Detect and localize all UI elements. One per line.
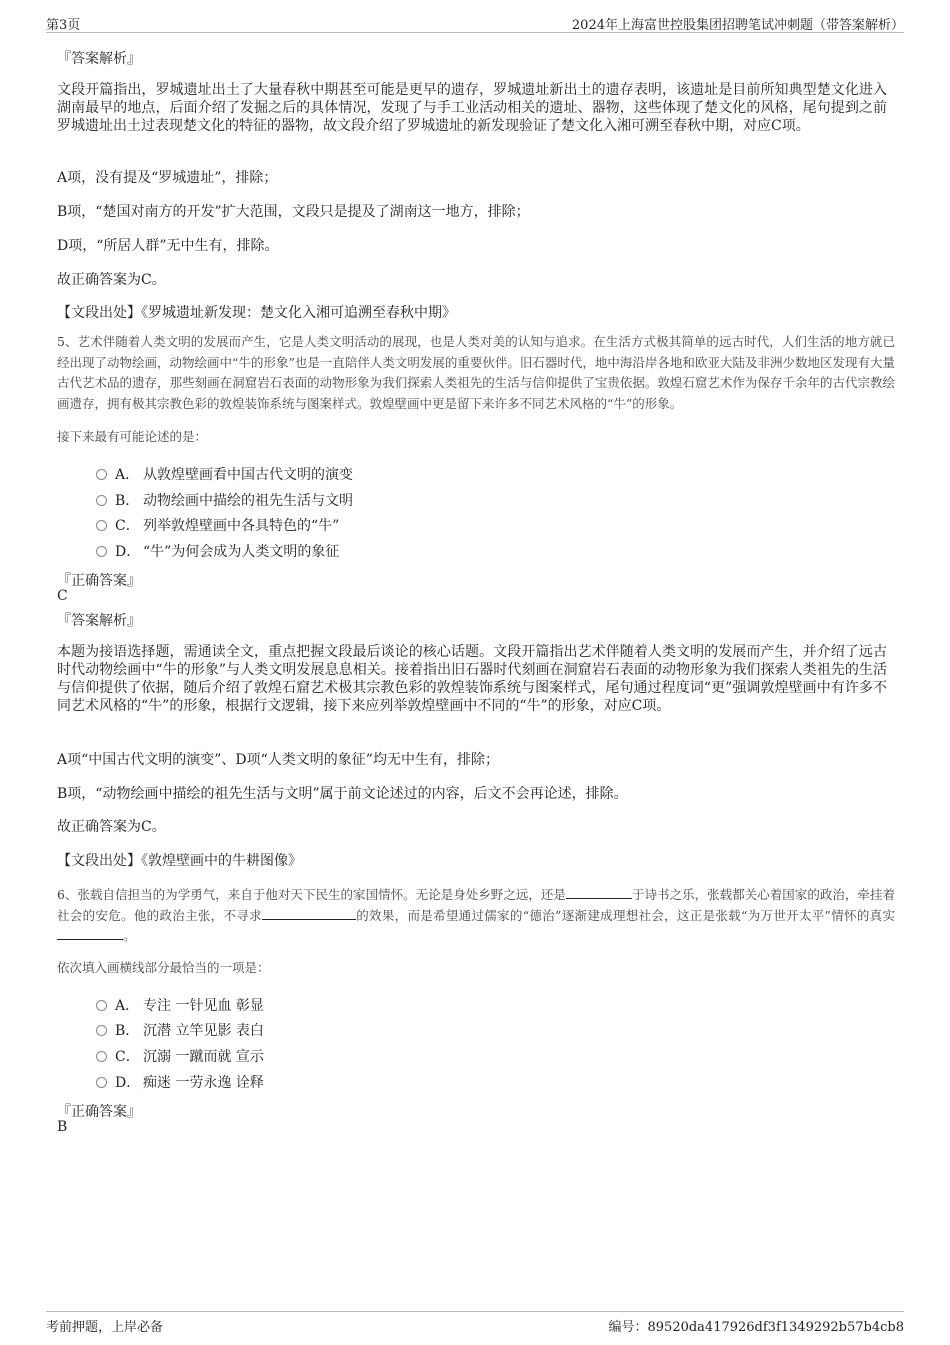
option-a[interactable]: A． 专注 一针见血 彰显 <box>96 995 264 1015</box>
fill-blank-2 <box>262 908 356 920</box>
option-a[interactable]: A． 从敦煌壁画看中国古代文明的演变 <box>96 464 353 484</box>
question-stem: 6、张载自信担当的为学勇气，来自于他对天下民生的家国情怀。无论是身处乡野之远，还是 于诗书之乐，张载都关心着国家的政治，牵挂着社会的安危。他的政治主张，不寻求 的效果，而是希望通过儒家的“德治”逐渐建成理想社会，这正是张载“为万世开太平”情怀的真实。 <box>57 887 895 943</box>
analysis-note: A项，没有提及“罗城遗址”，排除； <box>57 170 278 186</box>
option-b[interactable]: B． 动物绘画中描绘的祖先生活与文明 <box>96 490 353 510</box>
option-d[interactable]: D． “牛”为何会成为人类文明的象征 <box>96 541 339 561</box>
answer-tag: 『正确答案』 <box>57 1104 141 1120</box>
radio-icon[interactable] <box>96 1025 107 1036</box>
conclusion: 故正确答案为C。 <box>57 819 166 835</box>
radio-icon[interactable] <box>96 546 107 557</box>
correct-answer: C <box>57 588 68 604</box>
page-header <box>46 12 904 33</box>
fill-blank-3 <box>57 928 123 940</box>
document-code: 编号：89520da417926df3f1349292b57b4cb8 <box>608 1320 904 1335</box>
conclusion: 故正确答案为C。 <box>57 272 166 288</box>
question-prompt: 依次填入画横线部分最恰当的一项是： <box>57 960 270 975</box>
radio-icon[interactable] <box>96 1000 107 1011</box>
source-citation: 【文段出处】《敦煌壁画中的牛耕图像》 <box>57 853 302 869</box>
correct-answer: B <box>57 1119 68 1135</box>
answer-tag: 『正确答案』 <box>57 573 141 589</box>
analysis-note: B项，“楚国对南方的开发”扩大范围，文段只是提及了湖南这一地方，排除； <box>57 204 530 220</box>
option-c[interactable]: C． 沉溺 一蹴而就 宣示 <box>96 1046 264 1066</box>
analysis-text: 文段开篇指出，罗城遗址出土了大量春秋中期甚至可能是更早的遗存，罗城遗址新出土的遗存表明，该遗址是目前所知典型楚文化进入湖南最早的地点，后面介绍了发掘之后的具体情况，发现了与手工业活动相关的遗址、器物，这些体现了楚文化的风格，尾句提到之前罗城遗址出土过表现楚文化的特征的器物，故文段介绍了罗城遗址的新发现验证了楚文化入湘可溯至春秋中期，对应C项。 <box>57 82 887 134</box>
document-title: 2024年上海富世控股集团招聘笔试冲刺题（带答案解析） <box>571 18 904 33</box>
radio-icon[interactable] <box>96 1051 107 1062</box>
fill-blank-1 <box>566 887 632 899</box>
page-number: 第3页 <box>46 18 81 33</box>
analysis-tag: 『答案解析』 <box>57 51 141 67</box>
radio-icon[interactable] <box>96 520 107 531</box>
source-citation: 【文段出处】《罗城遗址新发现：楚文化入湘可追溯至春秋中期》 <box>57 305 456 321</box>
radio-icon[interactable] <box>96 495 107 506</box>
analysis-note: A项“中国古代文明的演变”、D项“人类文明的象征”均无中生有，排除； <box>57 752 499 768</box>
option-d[interactable]: D． 痴迷 一劳永逸 诠释 <box>96 1072 264 1092</box>
radio-icon[interactable] <box>96 1077 107 1088</box>
question-stem: 5、艺术伴随着人类文明的发展而产生，它是人类文明活动的展现，也是人类对美的认知与追求。在生活方式极其简单的远古时代，人们生活的地方就已经出现了动物绘画，动物绘画中“牛的形象”也是一直陪伴人类文明发展的重要伙伴。旧石器时代，地中海沿岸各地和欧亚大陆及非洲少数地区发现有大量古代艺术品的遗存，那些刻画在洞窟岩石表面的动物形象为我们探索人类祖先的生活与信仰提供了宝贵依据。敦煌石窟艺术作为保存千余年的古代宗教绘画遗存，拥有极其宗教色彩的敦煌装饰系统与图案样式。敦煌壁画中更是留下来许多不同艺术风格的“牛”的形象。 <box>57 334 895 411</box>
footer-slogan: 考前押题，上岸必备 <box>46 1320 164 1335</box>
option-c[interactable]: C． 列举敦煌壁画中各具特色的“牛” <box>96 515 339 535</box>
analysis-note: D项，“所居人群”无中生有，排除。 <box>57 238 279 254</box>
question-prompt: 接下来最有可能论述的是： <box>57 429 208 444</box>
page-footer <box>46 1311 904 1336</box>
option-b[interactable]: B． 沉潜 立竿见影 表白 <box>96 1020 264 1040</box>
analysis-text: 本题为接语选择题，需通读全文，重点把握文段最后谈论的核心话题。文段开篇指出艺术伴随着人类文明的发展而产生，并介绍了远古时代动物绘画中“牛的形象”与人类文明发展息息相关。接着指出旧石器时代刻画在洞窟岩石表面的动物形象为我们探索人类祖先的生活与信仰提供了依据，随后介绍了敦煌石窟艺术极其宗教色彩的敦煌装饰系统与图案样式，尾句通过程度词“更”强调敦煌壁画中有许多不同艺术风格的“牛”的形象，根据行文逻辑，接下来应列举敦煌壁画中不同的“牛”的形象，对应C项。 <box>57 644 887 714</box>
radio-icon[interactable] <box>96 469 107 480</box>
analysis-note: B项，“动物绘画中描绘的祖先生活与文明”属于前文论述过的内容，后文不会再论述，排除。 <box>57 786 628 802</box>
analysis-tag: 『答案解析』 <box>57 613 141 629</box>
